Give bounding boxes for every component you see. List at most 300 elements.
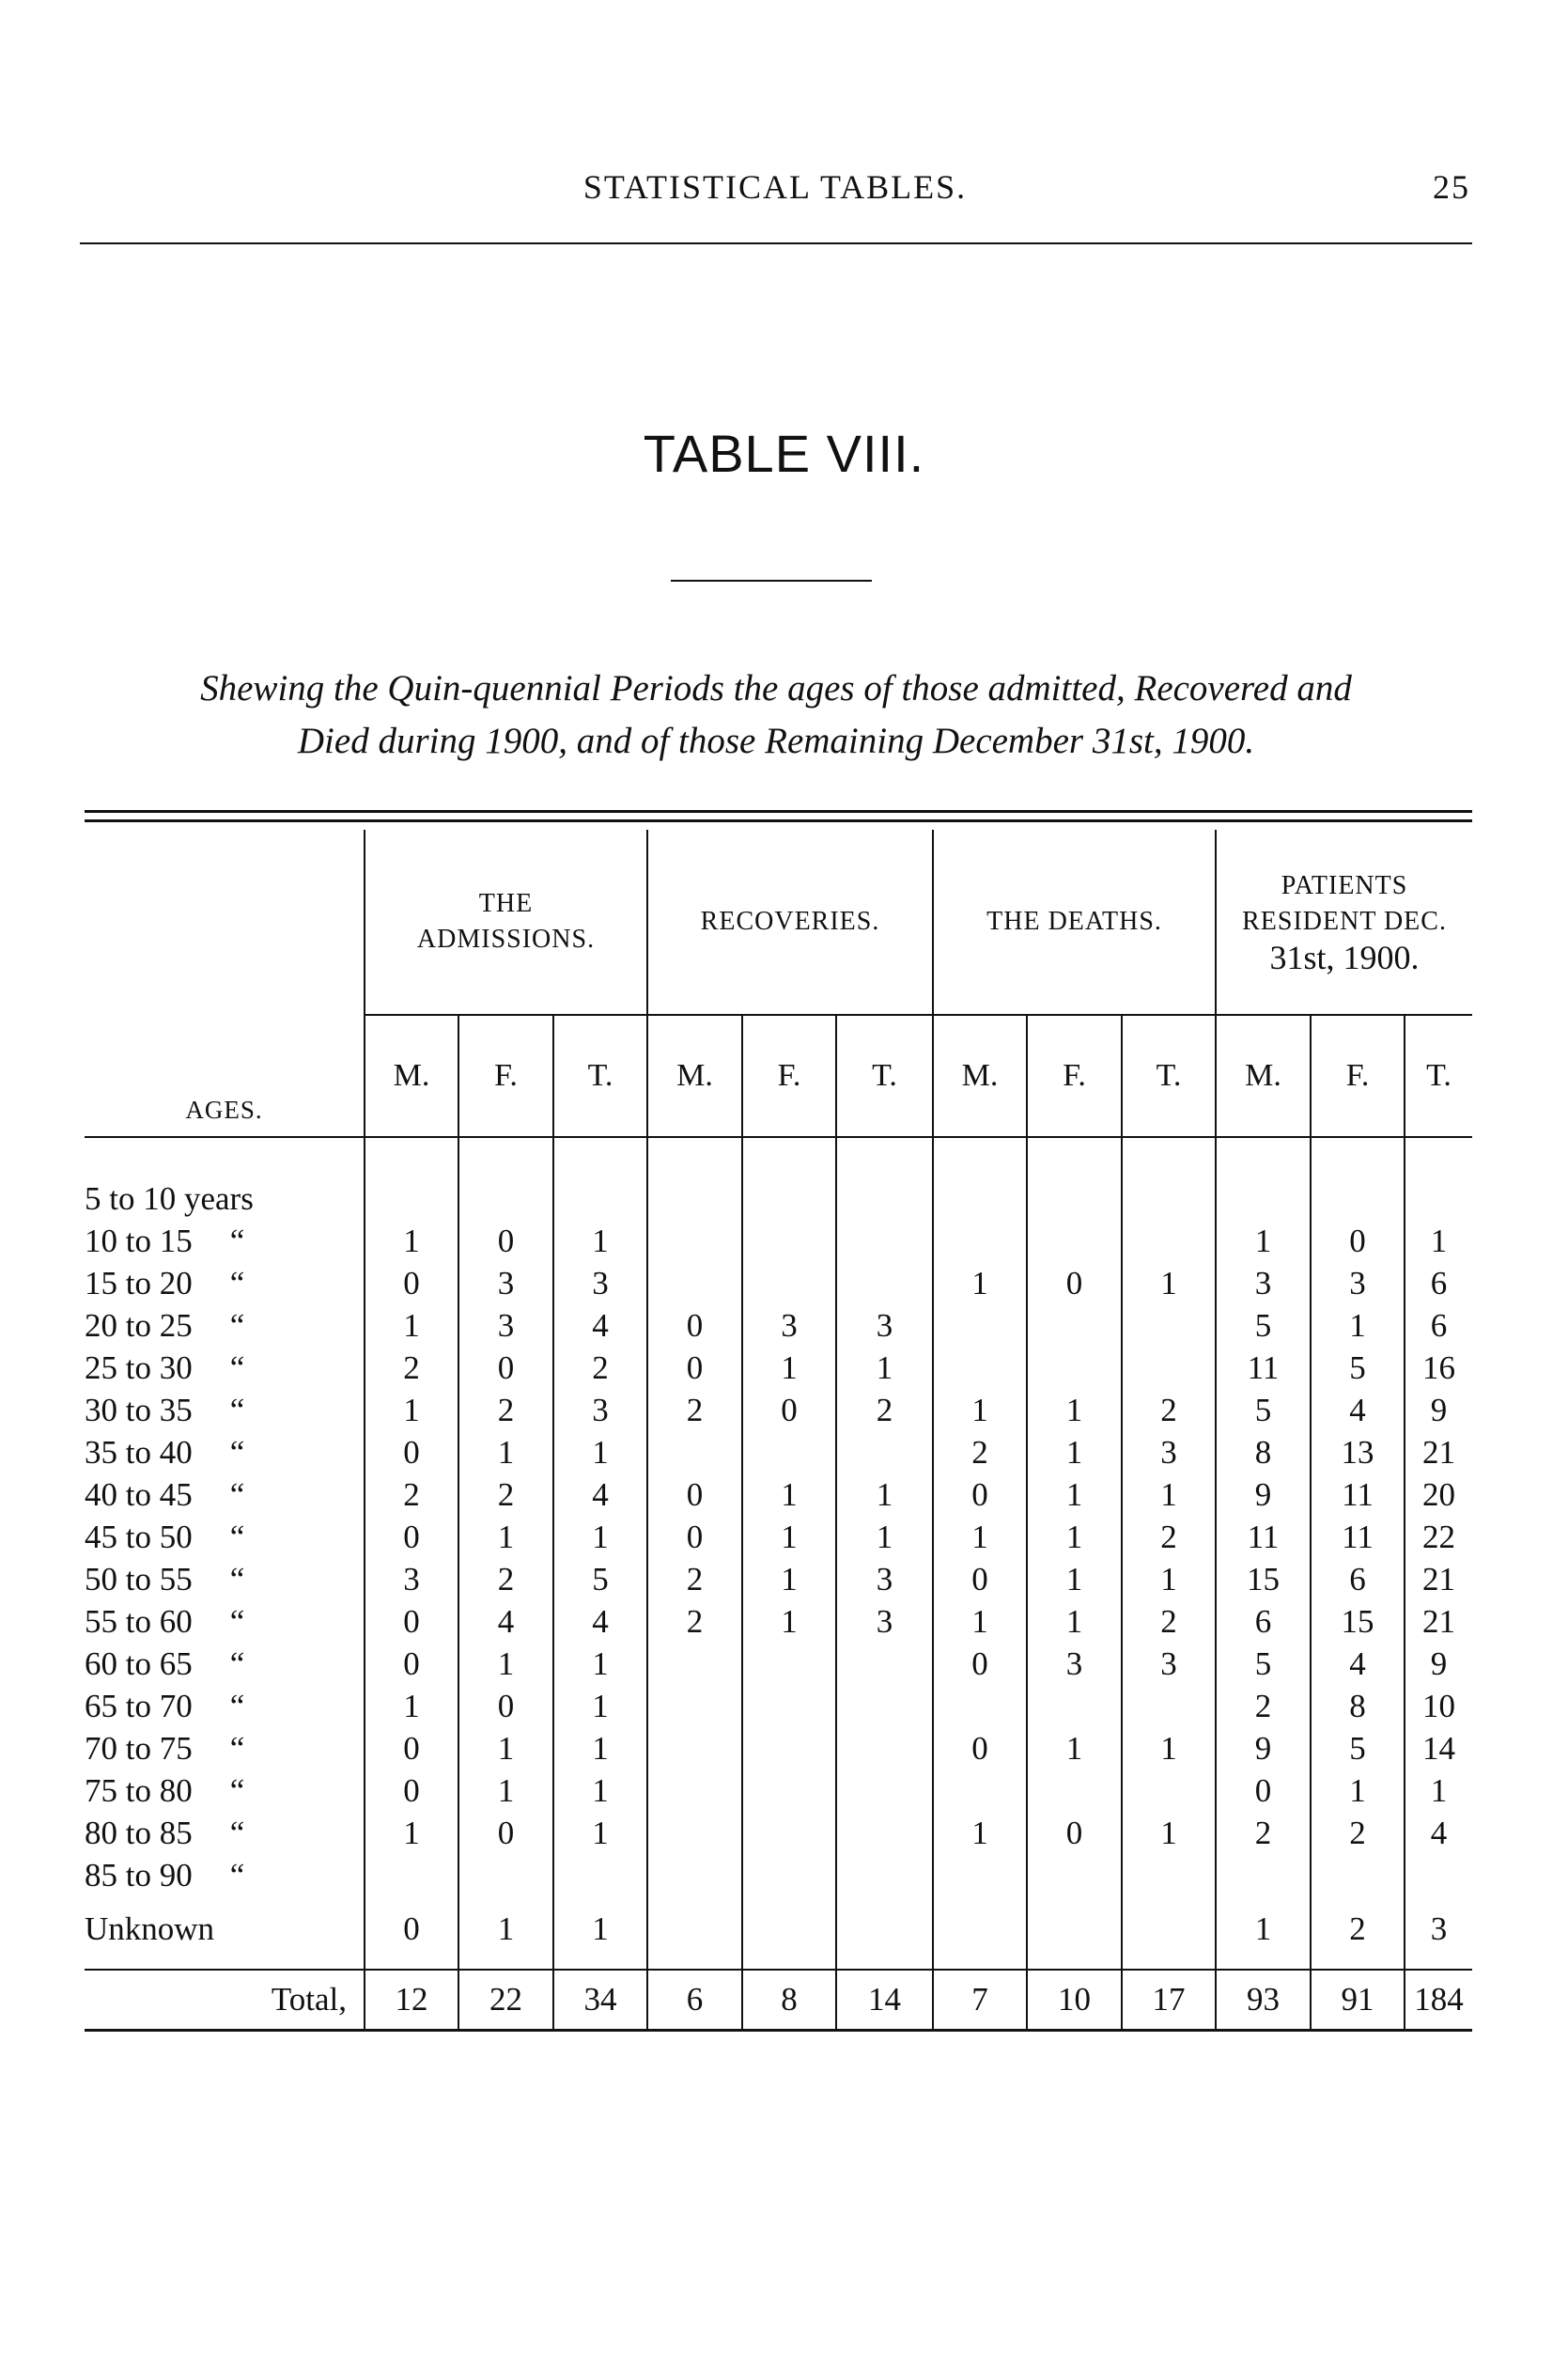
recoveries-total-cell [836,1727,933,1769]
deaths-males-cell: 1 [933,1812,1027,1854]
admissions-females-cell: 3 [458,1262,553,1304]
deaths-males-cell: 0 [933,1727,1027,1769]
table-frame [85,810,1472,2050]
age-range-label: 85 to 90 “ [85,1856,245,1894]
deaths-females-header: F. [1027,1015,1122,1137]
admissions-total-header: T. [553,1015,647,1137]
resident-males-cell: 9 [1216,1727,1311,1769]
total-row [85,1970,1472,2031]
resident-total-cell: 14 [1405,1727,1472,1769]
running-head [80,160,1470,216]
resident-total-cell: 4 [1405,1812,1472,1854]
resident-males-cell: 1 [1216,1220,1311,1262]
resident-males-cell: 93 [1216,1970,1311,2031]
deaths-females-cell: 1 [1027,1727,1122,1769]
admissions-females-cell: 1 [458,1516,553,1558]
table-row [85,1643,1472,1685]
resident-females-cell [1311,1177,1405,1220]
recoveries-males-cell [647,1643,742,1685]
ditto-mark: “ [229,1729,245,1767]
total-label: Total, [85,1970,365,2031]
admissions-females-cell [458,1854,553,1896]
admissions-total-cell: 2 [553,1347,647,1389]
age-range-label: 20 to 25 “ [85,1306,245,1344]
admissions-males-cell: 1 [365,1685,458,1727]
admissions-females-cell: 1 [458,1727,553,1769]
admissions-total-cell: 3 [553,1389,647,1431]
table-row [85,1727,1472,1769]
admissions-males-cell: 1 [365,1389,458,1431]
deaths-females-cell [1027,1304,1122,1347]
resident-females-cell [1311,1854,1405,1896]
deaths-males-cell [933,1347,1027,1389]
table-row [85,1600,1472,1643]
admissions-males-cell: 0 [365,1516,458,1558]
deaths-females-cell: 1 [1027,1558,1122,1600]
caption-line-1: Shewing the Quin-quennial Periods the ages of those admitted, Recovered and [200,668,1352,709]
deaths-females-cell: 0 [1027,1262,1122,1304]
running-title: STATISTICAL TABLES. [582,168,968,206]
table-row [85,1908,1472,1950]
resident-males-cell [1216,1177,1311,1220]
admissions-group-header: THE ADMISSIONS. [365,830,647,1015]
deaths-males-cell: 0 [933,1558,1027,1600]
deaths-total-cell [1122,1685,1216,1727]
recoveries-females-cell [742,1177,836,1220]
resident-females-cell: 2 [1311,1812,1405,1854]
deaths-total-cell: 3 [1122,1643,1216,1685]
recoveries-females-cell: 8 [742,1970,836,2031]
admissions-females-cell: 22 [458,1970,553,2031]
admissions-males-cell: 1 [365,1812,458,1854]
deaths-total-cell: 1 [1122,1812,1216,1854]
recoveries-total-cell [836,1812,933,1854]
resident-males-cell: 15 [1216,1558,1311,1600]
resident-females-cell: 4 [1311,1643,1405,1685]
deaths-females-cell: 10 [1027,1970,1122,2031]
table-row [85,1685,1472,1727]
deaths-females-cell [1027,1908,1122,1950]
deaths-total-cell [1122,1177,1216,1220]
age-range-label: 55 to 60 “ [85,1602,245,1640]
ditto-mark: “ [229,1602,245,1640]
recoveries-group-header: RECOVERIES. [647,830,933,1015]
table-row [85,1262,1472,1304]
age-range-label: 35 to 40 “ [85,1433,245,1471]
admissions-females-header: F. [458,1015,553,1137]
admissions-total-cell [553,1854,647,1896]
ditto-mark: “ [229,1264,245,1301]
resident-total-cell: 6 [1405,1262,1472,1304]
recoveries-males-cell [647,1262,742,1304]
recoveries-males-cell [647,1727,742,1769]
recoveries-total-cell: 1 [836,1347,933,1389]
deaths-males-cell: 2 [933,1431,1027,1473]
recoveries-females-cell: 1 [742,1473,836,1516]
ages-column-header: AGES. [185,1096,263,1124]
admissions-total-cell: 1 [553,1685,647,1727]
recoveries-males-cell: 2 [647,1600,742,1643]
admissions-total-cell: 5 [553,1558,647,1600]
admissions-total-cell: 4 [553,1304,647,1347]
recoveries-females-header: F. [742,1015,836,1137]
resident-females-cell: 11 [1311,1516,1405,1558]
recoveries-total-cell: 3 [836,1558,933,1600]
admissions-total-cell: 3 [553,1262,647,1304]
recoveries-females-cell: 1 [742,1516,836,1558]
recoveries-females-cell: 1 [742,1347,836,1389]
age-range-label: Unknown [85,1909,215,1947]
resident-males-cell: 11 [1216,1516,1311,1558]
resident-total-header: T. [1405,1015,1472,1137]
resident-males-cell: 5 [1216,1389,1311,1431]
recoveries-females-cell: 0 [742,1389,836,1431]
recoveries-males-cell [647,1685,742,1727]
admissions-males-cell: 1 [365,1220,458,1262]
deaths-females-cell [1027,1685,1122,1727]
admissions-total-cell: 1 [553,1431,647,1473]
resident-total-cell: 184 [1405,1970,1472,2031]
deaths-females-cell: 1 [1027,1389,1122,1431]
admissions-females-cell: 1 [458,1643,553,1685]
deaths-males-cell: 0 [933,1643,1027,1685]
table-row [85,1431,1472,1473]
deaths-males-cell: 1 [933,1389,1027,1431]
recoveries-males-cell: 0 [647,1347,742,1389]
resident-total-cell: 22 [1405,1516,1472,1558]
ditto-mark: “ [229,1687,245,1724]
resident-females-header: F. [1311,1015,1405,1137]
ditto-mark: “ [229,1518,245,1555]
resident-total-cell: 3 [1405,1908,1472,1950]
deaths-females-cell: 1 [1027,1473,1122,1516]
table-row [85,1177,1472,1220]
heading-rule [671,580,872,582]
admissions-total-cell: 1 [553,1812,647,1854]
table-row [85,1347,1472,1389]
recoveries-total-cell [836,1769,933,1812]
age-range-label: 30 to 35 “ [85,1391,245,1428]
resident-males-cell: 2 [1216,1812,1311,1854]
recoveries-females-cell [742,1727,836,1769]
admissions-males-cell: 0 [365,1908,458,1950]
recoveries-males-cell [647,1220,742,1262]
recoveries-males-cell: 0 [647,1516,742,1558]
admissions-total-cell: 4 [553,1600,647,1643]
admissions-males-cell: 1 [365,1304,458,1347]
ditto-mark: “ [229,1306,245,1344]
deaths-total-cell: 3 [1122,1431,1216,1473]
resident-females-cell: 91 [1311,1970,1405,2031]
admissions-total-cell: 1 [553,1908,647,1950]
deaths-total-cell: 2 [1122,1389,1216,1431]
deaths-males-cell: 7 [933,1970,1027,2031]
ditto-mark: “ [229,1856,245,1894]
recoveries-total-cell: 3 [836,1600,933,1643]
table-top-rule [85,810,1472,813]
resident-males-cell: 11 [1216,1347,1311,1389]
deaths-females-cell [1027,1854,1122,1896]
age-range-label: 25 to 30 “ [85,1348,245,1386]
age-range-label: 65 to 70 “ [85,1687,245,1724]
gap-row [85,1950,1472,1970]
deaths-males-cell [933,1854,1027,1896]
admissions-total-cell: 1 [553,1516,647,1558]
gap-row [85,1896,1472,1908]
recoveries-total-cell [836,1177,933,1220]
recoveries-females-cell [742,1262,836,1304]
recoveries-total-header: T. [836,1015,933,1137]
resident-females-cell: 15 [1311,1600,1405,1643]
page-number: 25 [1433,168,1470,206]
resident-total-cell: 6 [1405,1304,1472,1347]
recoveries-total-cell [836,1908,933,1950]
age-range-label: 60 to 65 “ [85,1644,245,1682]
table-body [85,1137,1472,2031]
deaths-total-cell: 1 [1122,1727,1216,1769]
recoveries-total-cell: 2 [836,1389,933,1431]
recoveries-males-cell: 2 [647,1389,742,1431]
admissions-females-cell: 0 [458,1812,553,1854]
ditto-mark: “ [229,1391,245,1428]
ditto-mark: “ [229,1222,245,1259]
recoveries-males-cell [647,1431,742,1473]
recoveries-females-cell [742,1769,836,1812]
deaths-males-cell [933,1685,1027,1727]
table-row [85,1304,1472,1347]
resident-males-cell: 6 [1216,1600,1311,1643]
recoveries-females-cell: 3 [742,1304,836,1347]
recoveries-total-cell [836,1643,933,1685]
resident-females-cell: 1 [1311,1304,1405,1347]
deaths-females-cell [1027,1220,1122,1262]
resident-total-cell [1405,1854,1472,1896]
resident-total-cell: 21 [1405,1431,1472,1473]
recoveries-females-cell [742,1812,836,1854]
table-row [85,1558,1472,1600]
table-top-rule-inner [85,819,1472,822]
resident-females-cell: 4 [1311,1389,1405,1431]
age-range-label: 15 to 20 “ [85,1264,245,1301]
ditto-mark: “ [229,1644,245,1682]
recoveries-females-cell [742,1431,836,1473]
recoveries-total-cell [836,1262,933,1304]
group-header-row [85,830,1472,1015]
table-row [85,1812,1472,1854]
recoveries-males-cell [647,1177,742,1220]
caption-line-2: Died during 1900, and of those Remaining December 31st, 1900. [297,721,1255,761]
admissions-females-cell: 1 [458,1908,553,1950]
admissions-females-cell: 3 [458,1304,553,1347]
table-row [85,1516,1472,1558]
table-row [85,1220,1472,1262]
admissions-males-cell: 12 [365,1970,458,2031]
table-row [85,1473,1472,1516]
deaths-total-cell [1122,1854,1216,1896]
age-range-label: 80 to 85 “ [85,1814,245,1851]
resident-males-header: M. [1216,1015,1311,1137]
deaths-females-cell: 1 [1027,1600,1122,1643]
deaths-total-cell: 1 [1122,1558,1216,1600]
ditto-mark: “ [229,1475,245,1513]
recoveries-total-cell: 14 [836,1970,933,2031]
deaths-females-cell [1027,1347,1122,1389]
age-range-label: 50 to 55 “ [85,1560,245,1598]
admissions-females-cell: 4 [458,1600,553,1643]
recoveries-total-cell [836,1220,933,1262]
ditto-mark: “ [229,1348,245,1386]
resident-females-cell: 8 [1311,1685,1405,1727]
deaths-females-cell: 1 [1027,1431,1122,1473]
resident-total-cell: 21 [1405,1600,1472,1643]
recoveries-males-cell: 0 [647,1473,742,1516]
admissions-total-cell: 1 [553,1220,647,1262]
admissions-males-header: M. [365,1015,458,1137]
deaths-total-cell [1122,1908,1216,1950]
resident-total-cell: 20 [1405,1473,1472,1516]
admissions-females-cell: 2 [458,1389,553,1431]
admissions-total-cell: 34 [553,1970,647,2031]
resident-males-cell: 0 [1216,1769,1311,1812]
recoveries-males-cell [647,1769,742,1812]
deaths-females-cell: 1 [1027,1516,1122,1558]
recoveries-males-cell: 2 [647,1558,742,1600]
resident-males-cell: 3 [1216,1262,1311,1304]
table-row [85,1389,1472,1431]
recoveries-males-cell [647,1908,742,1950]
deaths-males-cell [933,1769,1027,1812]
deaths-males-header: M. [933,1015,1027,1137]
resident-total-cell: 1 [1405,1769,1472,1812]
admissions-total-cell [553,1177,647,1220]
deaths-males-cell [933,1220,1027,1262]
deaths-females-cell: 0 [1027,1812,1122,1854]
resident-females-cell: 6 [1311,1558,1405,1600]
recoveries-total-cell: 1 [836,1516,933,1558]
deaths-total-cell [1122,1220,1216,1262]
admissions-total-cell: 1 [553,1769,647,1812]
deaths-total-cell [1122,1769,1216,1812]
resident-females-cell: 5 [1311,1727,1405,1769]
deaths-males-cell: 1 [933,1516,1027,1558]
resident-total-cell: 10 [1405,1685,1472,1727]
table-caption [80,662,1472,768]
recoveries-females-cell [742,1220,836,1262]
resident-females-cell: 1 [1311,1769,1405,1812]
deaths-males-cell: 0 [933,1473,1027,1516]
admissions-females-cell: 0 [458,1220,553,1262]
deaths-total-cell: 2 [1122,1516,1216,1558]
deaths-females-cell: 3 [1027,1643,1122,1685]
age-range-label: 5 to 10 years [85,1179,254,1217]
resident-females-cell: 11 [1311,1473,1405,1516]
admissions-males-cell: 0 [365,1643,458,1685]
admissions-males-cell: 0 [365,1262,458,1304]
age-range-label: 75 to 80 “ [85,1771,245,1809]
admissions-males-cell: 0 [365,1769,458,1812]
recoveries-females-cell: 1 [742,1558,836,1600]
deaths-total-cell: 2 [1122,1600,1216,1643]
recoveries-total-cell: 1 [836,1473,933,1516]
recoveries-total-cell [836,1431,933,1473]
resident-males-cell: 1 [1216,1908,1311,1950]
admissions-males-cell: 0 [365,1600,458,1643]
recoveries-total-cell: 3 [836,1304,933,1347]
resident-females-cell: 5 [1311,1347,1405,1389]
admissions-total-cell: 1 [553,1643,647,1685]
admissions-males-cell: 2 [365,1347,458,1389]
resident-total-cell: 21 [1405,1558,1472,1600]
recoveries-females-cell [742,1643,836,1685]
recoveries-females-cell [742,1854,836,1896]
recoveries-females-cell [742,1908,836,1950]
ditto-mark: “ [229,1814,245,1851]
resident-females-cell: 13 [1311,1431,1405,1473]
resident-total-cell [1405,1177,1472,1220]
deaths-males-cell: 1 [933,1600,1027,1643]
deaths-total-cell [1122,1347,1216,1389]
deaths-females-cell [1027,1769,1122,1812]
resident-females-cell: 0 [1311,1220,1405,1262]
ditto-mark: “ [229,1560,245,1598]
statistics-table [85,830,1472,2032]
age-range-label: 40 to 45 “ [85,1475,245,1513]
admissions-males-cell: 3 [365,1558,458,1600]
ditto-mark: “ [229,1771,245,1809]
recoveries-males-cell: 6 [647,1970,742,2031]
recoveries-males-cell [647,1812,742,1854]
admissions-total-cell: 1 [553,1727,647,1769]
deaths-total-cell: 17 [1122,1970,1216,2031]
admissions-females-cell: 2 [458,1473,553,1516]
admissions-males-cell: 0 [365,1727,458,1769]
deaths-males-cell [933,1177,1027,1220]
resident-total-cell: 16 [1405,1347,1472,1389]
deaths-total-cell: 1 [1122,1473,1216,1516]
table-row [85,1769,1472,1812]
resident-group-header: PATIENTS RESIDENT DEC. 31st, 1900. [1216,830,1472,1015]
admissions-females-cell: 0 [458,1347,553,1389]
header-rule [80,242,1472,244]
admissions-females-cell: 1 [458,1431,553,1473]
age-range-label: 10 to 15 “ [85,1222,245,1259]
deaths-total-cell [1122,1304,1216,1347]
admissions-males-cell [365,1177,458,1220]
admissions-females-cell [458,1177,553,1220]
recoveries-females-cell [742,1685,836,1727]
recoveries-total-cell [836,1854,933,1896]
deaths-total-header: T. [1122,1015,1216,1137]
deaths-total-cell: 1 [1122,1262,1216,1304]
recoveries-total-cell [836,1685,933,1727]
age-range-label: 70 to 75 “ [85,1729,245,1767]
admissions-females-cell: 0 [458,1685,553,1727]
resident-males-cell [1216,1854,1311,1896]
resident-males-cell: 8 [1216,1431,1311,1473]
recoveries-males-cell: 0 [647,1304,742,1347]
recoveries-males-header: M. [647,1015,742,1137]
deaths-males-cell [933,1908,1027,1950]
resident-females-cell: 2 [1311,1908,1405,1950]
resident-total-cell: 9 [1405,1643,1472,1685]
resident-males-cell: 5 [1216,1643,1311,1685]
admissions-males-cell: 2 [365,1473,458,1516]
ditto-mark: “ [229,1433,245,1471]
admissions-total-cell: 4 [553,1473,647,1516]
deaths-males-cell [933,1304,1027,1347]
resident-total-cell: 1 [1405,1220,1472,1262]
recoveries-males-cell [647,1854,742,1896]
